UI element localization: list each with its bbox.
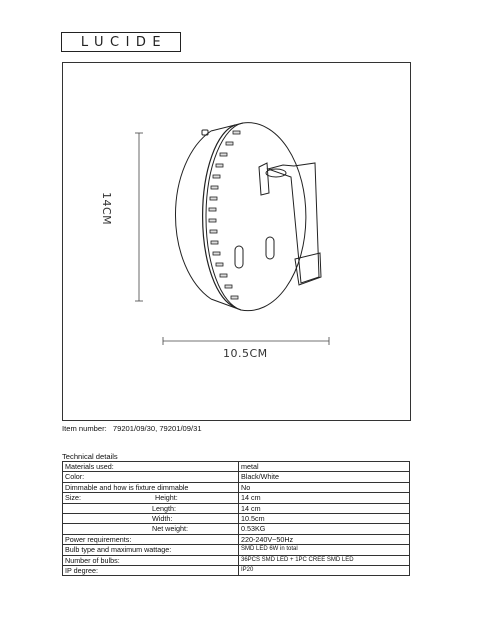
table-row (63, 566, 410, 576)
spec-value: SMD LED 6W in total (239, 545, 410, 555)
reading-arm-top (266, 169, 286, 177)
arm-joint (259, 163, 269, 195)
brand-logo-text: LUCIDE (80, 34, 168, 50)
switch-button-1 (235, 246, 243, 268)
spec-key (63, 503, 239, 513)
spec-value: 14 cm (239, 493, 410, 503)
technical-details-table (62, 461, 410, 576)
spec-key (63, 514, 239, 524)
spec-subkey: Net weight: (152, 524, 188, 534)
table-row (63, 482, 410, 492)
item-number-label: Item number: (62, 424, 107, 433)
spec-key: Number of bulbs: (63, 555, 239, 565)
spec-subkey: Length: (152, 503, 176, 513)
table-row (63, 503, 410, 513)
spec-value: 220-240V~50Hz (239, 534, 410, 544)
spec-value: 14 cm (239, 503, 410, 513)
item-number-line (62, 424, 202, 433)
table-row (63, 545, 410, 555)
item-number-values: 79201/09/30, 79201/09/31 (112, 424, 202, 433)
table-row (63, 472, 410, 482)
product-drawing (63, 63, 412, 422)
spec-value: Black/White (239, 472, 410, 482)
height-label: 14CM (100, 192, 113, 226)
spec-key: Power requirements: (63, 534, 239, 544)
width-label: 10.5CM (223, 347, 268, 360)
product-drawing-frame (62, 62, 411, 421)
table-row (63, 534, 410, 544)
spec-value: 10.5cm (239, 514, 410, 524)
spec-subkey: Width: (152, 514, 173, 524)
spec-value: No (239, 482, 410, 492)
lamp-rim (203, 125, 235, 307)
spec-subkey: Height: (155, 493, 178, 503)
brand-logo (61, 32, 181, 52)
spec-key: Dimmable and how is fixture dimmable (63, 482, 239, 492)
spec-value: 36PCS SMD LED + 1PC CREE SMD LED (239, 555, 410, 565)
table-row (63, 555, 410, 565)
spec-value: IP20 (239, 566, 410, 576)
table-row (63, 462, 410, 472)
spec-key (63, 493, 239, 503)
spec-value: metal (239, 462, 410, 472)
lamp-front-disc (206, 123, 306, 311)
spec-value: 0.53KG (239, 524, 410, 534)
table-row (63, 524, 410, 534)
table-row (63, 493, 410, 503)
switch-button-2 (266, 237, 274, 259)
spec-key: Bulb type and maximum wattage: (63, 545, 239, 555)
spec-key: Color: (63, 472, 239, 482)
spec-group-label: Size: (65, 493, 81, 503)
spec-key: IP degree: (63, 566, 239, 576)
table-row (63, 514, 410, 524)
spec-key: Materials used: (63, 462, 239, 472)
spec-key (63, 524, 239, 534)
technical-details-title: Technical details (62, 452, 118, 461)
reading-arm (268, 163, 319, 283)
cooling-fins (209, 131, 240, 299)
